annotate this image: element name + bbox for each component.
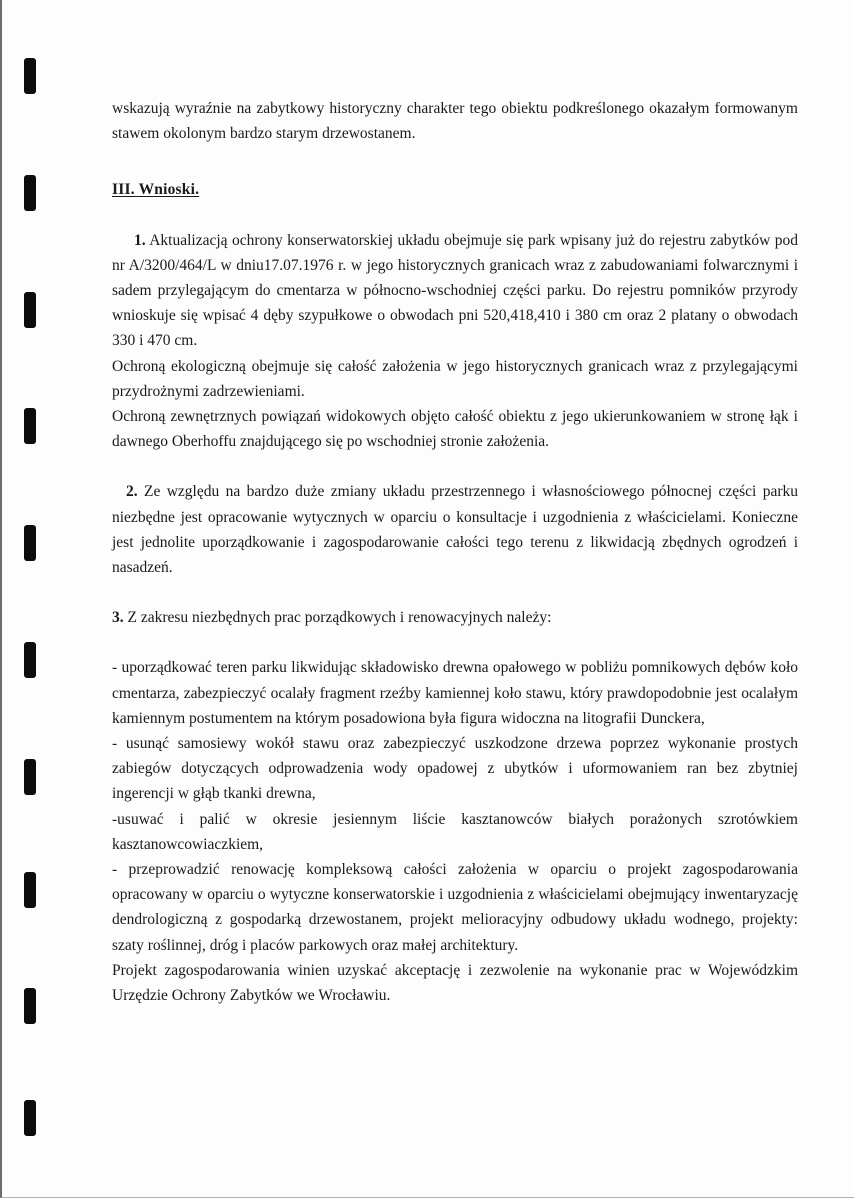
margin-mark <box>24 292 36 328</box>
item-1-number: 1. <box>134 231 146 249</box>
bullet-item: - usunąć samosiewy wokół stawu oraz zabezpieczyć uszkodzone drzewa poprzez wykonanie prostych zabiegów dotyczących odprowadzenia wody opadowej z ubytków i uformowaniem ran bez zbytniej ingerencji w głąb tkanki drewna, <box>112 735 798 803</box>
item-2-number: 2. <box>126 483 138 501</box>
bullet-item: -usuwać i palić w okresie jesiennym liście kasztanowców białych porażonych szrotówkiem kasztanowcowiaczkiem, <box>112 810 798 853</box>
margin-mark <box>24 988 36 1024</box>
numbered-item-3 <box>112 605 798 630</box>
document-body <box>112 96 798 1008</box>
margin-mark <box>24 525 36 561</box>
margin-mark <box>24 408 36 444</box>
item-1-paragraph-3: Ochroną zewnętrznych powiązań widokowych objęto całość obiektu z jego ukierunkowaniem w stronę łąk i dawnego Oberhoffu znajdującego się po wschodniej stronie założenia. <box>112 408 798 451</box>
margin-mark <box>24 58 36 94</box>
margin-mark <box>24 872 36 908</box>
closing-paragraph: Projekt zagospodarowania winien uzyskać akceptację i zezwolenie na wykonanie prac w Wojewódzkim Urzędzie Ochrony Zabytków we Wrocławiu. <box>112 961 798 1005</box>
numbered-item-1 <box>112 228 798 354</box>
item-2-text: Ze względu na bardzo duże zmiany układu przestrzennego i własnościowego północnej części parku niezbędne jest opracowanie wytycznych w oparciu o konsultacje i uzgodnienia z właścicielami. Konieczne jest jednolite uporządkowanie i zagospodarowanie całości tego terenu z likwidacją zbędnych ogrodzeń i nasadzeń. <box>112 483 798 577</box>
margin-mark <box>24 1100 36 1136</box>
numbered-item-2 <box>112 479 798 580</box>
margin-mark <box>24 175 36 211</box>
section-heading-text: III. Wnioski. <box>112 181 200 199</box>
item-3-number: 3. <box>112 609 124 627</box>
bullet-item: - uporządkować teren parku likwidując składowisko drewna opałowego w pobliżu pomnikowych dębów koło cmentarza, zabezpieczyć ocalały fragment rzeźby kamiennej koło stawu, który prawdopodobnie jest ocalałym kamiennym postumentem na którym posadowiona była figura widoczna na litografii Dunckera, <box>112 659 798 727</box>
left-margin-artifacts <box>2 0 72 1198</box>
item-1-text: Aktualizacją ochrony konserwatorskiej układu obejmuje się park wpisany już do rejestru zabytków pod nr A/3200/464/L w dniu17.07.1976 r. w jego historycznych granicach wraz z zabudowaniami folwarcznymi i sadem przylegającym do cmentarza w północno-wschodniej części parku. Do rejestru pomników przyrody wnioskuje się wpisać 4 dęby szypułkowe o obwodach pni 520,418,410 i 380 cm oraz 2 platany o obwodach 330 i 470 cm. <box>112 231 798 350</box>
margin-mark <box>24 759 36 795</box>
margin-mark <box>24 642 36 678</box>
item-1-paragraph-2: Ochroną ekologiczną obejmuje się całość założenia w jego historycznych granicach wraz z przylegającymi przydrożnymi zadrzewieniami. <box>112 357 798 400</box>
opening-paragraph: wskazują wyraźnie na zabytkowy historyczny charakter tego obiektu podkreślonego okazałym formowanym stawem okolonym bardzo starym drzewostanem. <box>112 100 798 143</box>
bullet-item: - przeprowadzić renowację kompleksową całości założenia w oparciu o projekt zagospodarowania opracowany w oparciu o wytyczne konserwatorskie i uzgodnienia z właścicielami obejmujący inwentaryzację dendrologiczną z gospodarką drzewostanem, projekt melioracyjny odbudowy układu wodnego, projekty: szaty roślinnej, dróg i placów parkowych oraz małej architektury. <box>112 861 798 954</box>
section-heading <box>112 177 798 202</box>
item-3-text: Z zakresu niezbędnych prac porządkowych i renowacyjnych należy: <box>127 609 552 627</box>
